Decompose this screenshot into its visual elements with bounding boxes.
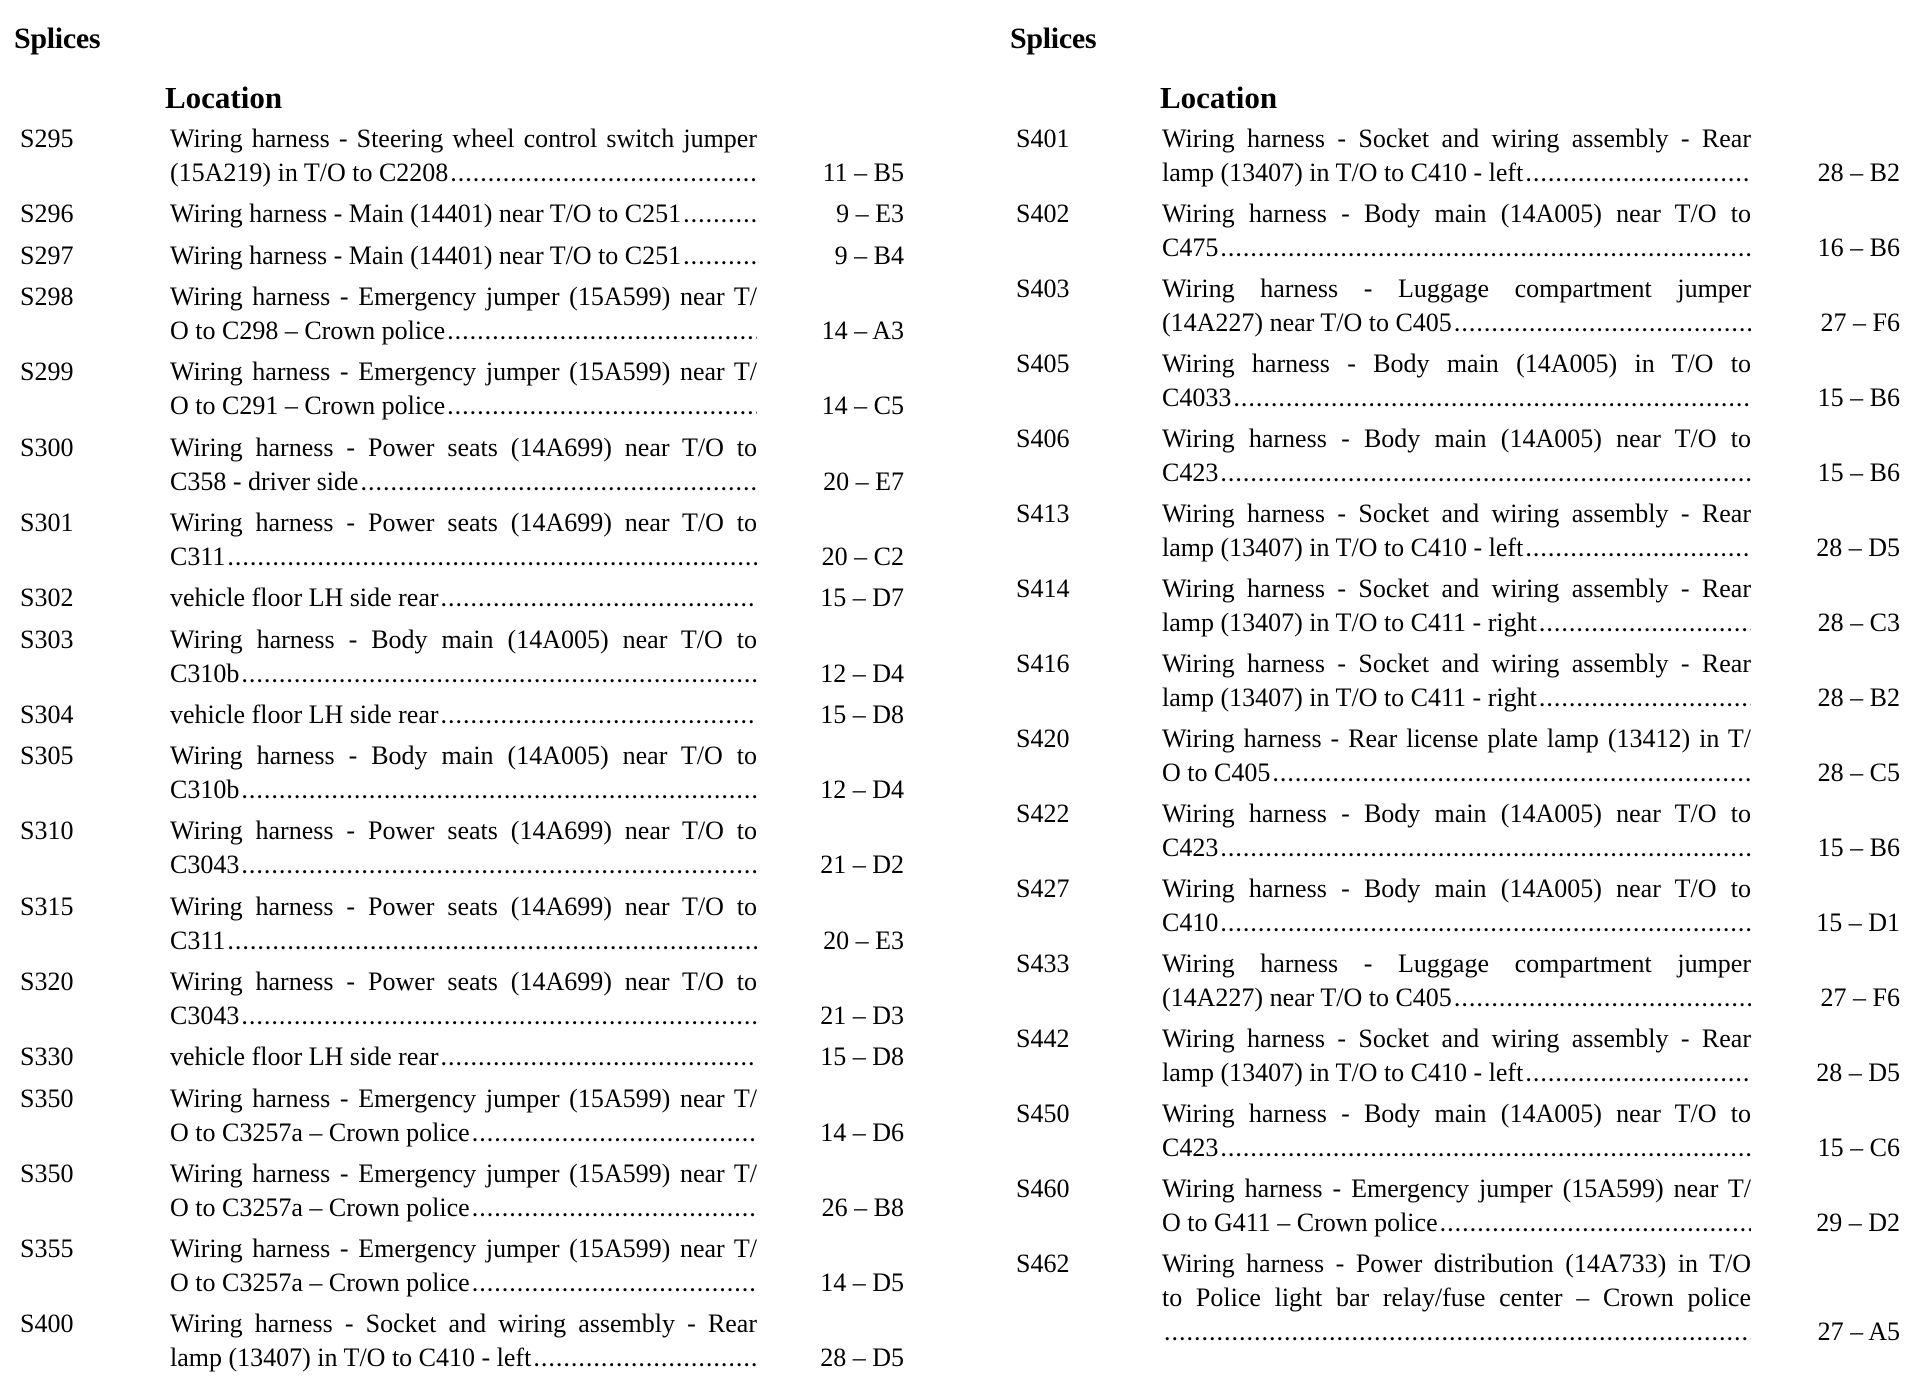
description-last-line bbox=[170, 540, 757, 574]
description-last-line bbox=[170, 465, 757, 499]
description-line: C3043 bbox=[170, 1000, 240, 1030]
dot-leader bbox=[1272, 756, 1751, 790]
dot-leader bbox=[360, 465, 757, 499]
grid-reference: 15 – C6 bbox=[1817, 1133, 1900, 1162]
splice-code: S414 bbox=[1016, 574, 1070, 603]
splice-code: S298 bbox=[20, 282, 74, 312]
splice-code: S350 bbox=[20, 1083, 74, 1113]
description-last-line bbox=[170, 924, 757, 958]
description-line: O to C3257a – Crown police bbox=[170, 1267, 470, 1297]
description-last-line bbox=[1162, 1056, 1751, 1090]
description-last-line bbox=[1162, 231, 1751, 265]
description-last-line bbox=[170, 999, 757, 1033]
dot-leader bbox=[441, 698, 757, 732]
dot-leader bbox=[450, 156, 757, 190]
splice-code: S427 bbox=[1016, 874, 1070, 903]
grid-reference: 20 – E3 bbox=[823, 925, 904, 955]
description-line: Wiring harness - Body main (14A005) in T/O to bbox=[1162, 349, 1751, 378]
grid-reference: 15 – D7 bbox=[820, 583, 904, 612]
grid-reference: 12 – D4 bbox=[820, 658, 904, 688]
grid-reference: 14 – D6 bbox=[820, 1117, 904, 1147]
description-line: Wiring harness - Power seats (14A699) near T/O to bbox=[170, 966, 757, 996]
grid-reference: 29 – D2 bbox=[1816, 1208, 1900, 1237]
grid-reference: 21 – D2 bbox=[820, 850, 904, 880]
splice-code: S355 bbox=[20, 1233, 74, 1263]
splice-code: S303 bbox=[20, 624, 74, 654]
grid-reference: 9 – B4 bbox=[834, 240, 904, 270]
description-line: C310b bbox=[170, 658, 240, 688]
description-line: lamp (13407) in T/O to C411 - right bbox=[1162, 683, 1537, 712]
description-last-line bbox=[1162, 1206, 1751, 1240]
location-description bbox=[170, 1157, 757, 1225]
description-line: (15A219) in T/O to C2208 bbox=[170, 158, 449, 187]
grid-reference: 15 – B6 bbox=[1817, 383, 1900, 412]
description-line: Wiring harness - Power seats (14A699) near T/O to bbox=[170, 432, 757, 462]
splice-code: S320 bbox=[20, 966, 74, 996]
splice-code: S400 bbox=[20, 1309, 74, 1339]
location-description bbox=[170, 623, 757, 691]
grid-reference: 28 – B2 bbox=[1817, 683, 1900, 712]
dot-leader bbox=[1525, 156, 1751, 190]
description-line: Wiring harness - Steering wheel control switch jumper bbox=[170, 124, 757, 153]
location-description bbox=[170, 1232, 757, 1300]
location-description bbox=[1162, 572, 1751, 640]
dot-leader bbox=[1454, 981, 1751, 1015]
location-description bbox=[1162, 422, 1751, 490]
description-line: Wiring harness - Power seats (14A699) near T/O to bbox=[170, 891, 757, 921]
description-last-line bbox=[1162, 1131, 1751, 1165]
description-line: O to C3257a – Crown police bbox=[170, 1117, 470, 1147]
dot-leader bbox=[241, 848, 757, 882]
description-line: C358 - driver side bbox=[170, 466, 359, 496]
description-last-line bbox=[170, 1040, 757, 1074]
description-line: O to C3257a – Crown police bbox=[170, 1192, 470, 1222]
description-line: Wiring harness - Luggage compartment jumper bbox=[1162, 274, 1751, 303]
location-description bbox=[1162, 197, 1751, 265]
description-last-line bbox=[170, 1341, 757, 1375]
grid-reference: 27 – F6 bbox=[1820, 308, 1900, 337]
dot-leader bbox=[227, 540, 757, 574]
location-description bbox=[1162, 647, 1751, 715]
description-line: C4033 bbox=[1162, 383, 1232, 412]
location-description bbox=[1162, 1172, 1751, 1240]
location-description bbox=[1162, 947, 1751, 1015]
dot-leader bbox=[241, 999, 757, 1033]
description-last-line bbox=[170, 389, 757, 423]
grid-reference: 14 – D5 bbox=[820, 1267, 904, 1297]
description-line: Wiring harness - Body main (14A005) near T/O to bbox=[170, 741, 757, 771]
grid-reference: 15 – D1 bbox=[1816, 908, 1900, 937]
description-line: Wiring harness - Socket and wiring assembly - Rear bbox=[1162, 124, 1751, 153]
description-line: Wiring harness - Body main (14A005) near T/O to bbox=[1162, 799, 1751, 828]
location-description bbox=[170, 431, 757, 499]
location-description bbox=[1162, 1247, 1751, 1349]
dot-leader bbox=[1220, 231, 1751, 265]
splice-code: S403 bbox=[1016, 274, 1070, 303]
grid-reference: 28 – D5 bbox=[820, 1343, 904, 1373]
description-line: vehicle floor LH side rear bbox=[170, 1042, 439, 1071]
description-line: vehicle floor LH side rear bbox=[170, 583, 439, 612]
description-line: Wiring harness - Emergency jumper (15A599) near T/ bbox=[170, 1083, 757, 1113]
description-line: (14A227) near T/O to C405 bbox=[1162, 308, 1452, 337]
dot-leader bbox=[472, 1191, 757, 1225]
splice-code: S406 bbox=[1016, 424, 1070, 453]
dot-leader bbox=[1525, 531, 1751, 565]
description-last-line bbox=[170, 581, 757, 615]
description-line: lamp (13407) in T/O to C410 - left bbox=[170, 1343, 532, 1373]
location-description bbox=[170, 1082, 757, 1150]
splice-code: S310 bbox=[20, 816, 74, 846]
description-line: to Police light bar relay/fuse center – Crown police bbox=[1162, 1283, 1751, 1312]
grid-reference: 15 – D8 bbox=[820, 699, 904, 729]
grid-reference: 11 – B5 bbox=[822, 158, 904, 187]
location-description bbox=[170, 581, 757, 615]
grid-reference: 15 – D8 bbox=[820, 1042, 904, 1071]
description-line: Wiring harness - Body main (14A005) near T/O to bbox=[1162, 874, 1751, 903]
dot-leader bbox=[472, 1266, 757, 1300]
grid-reference: 15 – B6 bbox=[1817, 458, 1900, 487]
dot-leader bbox=[441, 1040, 757, 1074]
dot-leader bbox=[227, 924, 757, 958]
splice-code: S301 bbox=[20, 507, 74, 537]
grid-reference: 15 – B6 bbox=[1817, 833, 1900, 862]
description-line: Wiring harness - Socket and wiring assembly - Rear bbox=[170, 1309, 757, 1339]
dot-leader bbox=[447, 389, 757, 423]
description-last-line bbox=[1162, 531, 1751, 565]
description-last-line bbox=[170, 773, 757, 807]
dot-leader bbox=[533, 1341, 757, 1375]
description-line: (14A227) near T/O to C405 bbox=[1162, 983, 1452, 1012]
location-description bbox=[170, 1307, 757, 1375]
dot-leader bbox=[1525, 1056, 1751, 1090]
grid-reference: 27 – F6 bbox=[1820, 983, 1900, 1012]
description-line: C475 bbox=[1162, 233, 1219, 262]
dot-leader bbox=[1220, 831, 1751, 865]
splice-code: S405 bbox=[1016, 349, 1070, 378]
description-line: Wiring harness - Socket and wiring assembly - Rear bbox=[1162, 574, 1751, 603]
grid-reference: 14 – A3 bbox=[821, 316, 904, 346]
dot-leader bbox=[1220, 456, 1751, 490]
description-line: C311 bbox=[170, 925, 226, 955]
dot-leader bbox=[241, 773, 757, 807]
grid-reference: 28 – C3 bbox=[1817, 608, 1900, 637]
splice-code: S296 bbox=[20, 199, 74, 229]
description-line: Wiring harness - Power seats (14A699) near T/O to bbox=[170, 507, 757, 537]
description-line: C423 bbox=[1162, 1133, 1219, 1162]
description-last-line bbox=[1162, 756, 1751, 790]
splice-code: S330 bbox=[20, 1042, 74, 1071]
description-last-line bbox=[1162, 381, 1751, 415]
splice-code: S302 bbox=[20, 583, 74, 612]
location-description bbox=[170, 506, 757, 574]
grid-reference: 26 – B8 bbox=[821, 1192, 904, 1222]
description-last-line bbox=[170, 239, 757, 273]
grid-reference: 28 – D5 bbox=[1816, 1058, 1900, 1087]
description-last-line bbox=[170, 698, 757, 732]
description-line: Wiring harness - Power seats (14A699) near T/O to bbox=[170, 816, 757, 846]
description-line: C3043 bbox=[170, 850, 240, 880]
location-description bbox=[1162, 872, 1751, 940]
description-last-line bbox=[170, 314, 757, 348]
description-line: Wiring harness - Emergency jumper (15A599) near T/ bbox=[170, 357, 757, 387]
splice-code: S433 bbox=[1016, 949, 1070, 978]
description-line: Wiring harness - Emergency jumper (15A599) near T/ bbox=[170, 1233, 757, 1263]
description-last-line bbox=[170, 197, 757, 231]
description-line: Wiring harness - Emergency jumper (15A599) near T/ bbox=[1162, 1174, 1751, 1203]
location-description bbox=[170, 122, 757, 190]
section-title: Splices bbox=[1010, 22, 1097, 55]
location-description bbox=[170, 698, 757, 732]
location-description bbox=[170, 239, 757, 273]
grid-reference: 28 – B2 bbox=[1817, 158, 1900, 187]
description-line: Wiring harness - Socket and wiring assembly - Rear bbox=[1162, 499, 1751, 528]
location-header: Location bbox=[165, 80, 283, 115]
description-line: Wiring harness - Body main (14A005) near T/O to bbox=[1162, 199, 1751, 228]
description-last-line bbox=[1162, 1315, 1751, 1349]
splice-code: S315 bbox=[20, 891, 74, 921]
splice-code: S402 bbox=[1016, 199, 1070, 228]
location-description bbox=[1162, 272, 1751, 340]
description-line: lamp (13407) in T/O to C410 - left bbox=[1162, 158, 1524, 187]
description-line: C310b bbox=[170, 775, 240, 805]
grid-reference: 9 – E3 bbox=[836, 199, 904, 229]
description-line: Wiring harness - Emergency jumper (15A599) near T/ bbox=[170, 1158, 757, 1188]
grid-reference: 28 – D5 bbox=[1816, 533, 1900, 562]
grid-reference: 14 – C5 bbox=[821, 391, 904, 421]
grid-reference: 27 – A5 bbox=[1817, 1317, 1900, 1346]
location-description bbox=[1162, 1097, 1751, 1165]
dot-leader bbox=[1440, 1206, 1751, 1240]
splice-code: S297 bbox=[20, 240, 74, 270]
description-line: Wiring harness - Power distribution (14A733) in T/O bbox=[1162, 1249, 1751, 1278]
section-title: Splices bbox=[14, 22, 101, 55]
splice-code: S420 bbox=[1016, 724, 1070, 753]
description-line: Wiring harness - Body main (14A005) near T/O to bbox=[1162, 424, 1751, 453]
dot-leader bbox=[1220, 906, 1751, 940]
dot-leader bbox=[683, 197, 757, 231]
description-line: Wiring harness - Socket and wiring assembly - Rear bbox=[1162, 1024, 1751, 1053]
description-last-line bbox=[170, 657, 757, 691]
description-line: O to G411 – Crown police bbox=[1162, 1208, 1438, 1237]
grid-reference: 16 – B6 bbox=[1817, 233, 1900, 262]
grid-reference: 28 – C5 bbox=[1817, 758, 1900, 787]
description-line: Wiring harness - Rear license plate lamp (13412) in T/ bbox=[1162, 724, 1751, 753]
grid-reference: 20 – C2 bbox=[821, 541, 904, 571]
splice-code: S350 bbox=[20, 1158, 74, 1188]
splice-code: S401 bbox=[1016, 124, 1070, 153]
dot-leader bbox=[241, 657, 757, 691]
splice-code: S422 bbox=[1016, 799, 1070, 828]
description-line: O to C291 – Crown police bbox=[170, 391, 446, 421]
location-description bbox=[1162, 497, 1751, 565]
splice-code: S299 bbox=[20, 357, 74, 387]
description-line: C311 bbox=[170, 541, 226, 571]
description-last-line bbox=[1162, 306, 1751, 340]
description-last-line bbox=[1162, 981, 1751, 1015]
description-line: Wiring harness - Body main (14A005) near T/O to bbox=[170, 624, 757, 654]
splice-code: S460 bbox=[1016, 1174, 1070, 1203]
dot-leader bbox=[1233, 381, 1751, 415]
splice-code: S442 bbox=[1016, 1024, 1070, 1053]
dot-leader bbox=[472, 1116, 757, 1150]
location-description bbox=[170, 355, 757, 423]
location-description bbox=[170, 739, 757, 807]
dot-leader bbox=[441, 581, 757, 615]
location-description bbox=[170, 965, 757, 1033]
description-line: lamp (13407) in T/O to C410 - left bbox=[1162, 1058, 1524, 1087]
description-line: Wiring harness - Socket and wiring assembly - Rear bbox=[1162, 649, 1751, 678]
location-description bbox=[170, 890, 757, 958]
description-line: C423 bbox=[1162, 458, 1219, 487]
location-header: Location bbox=[1160, 80, 1278, 115]
description-line: Wiring harness - Main (14401) near T/O to C251 bbox=[170, 199, 682, 229]
dot-leader bbox=[447, 314, 757, 348]
description-last-line bbox=[1162, 156, 1751, 190]
splice-code: S450 bbox=[1016, 1099, 1070, 1128]
grid-reference: 20 – E7 bbox=[823, 466, 904, 496]
splice-code: S295 bbox=[20, 124, 74, 153]
splice-code: S304 bbox=[20, 699, 74, 729]
splice-code: S462 bbox=[1016, 1249, 1070, 1278]
splice-code: S305 bbox=[20, 741, 74, 771]
description-line: Wiring harness - Body main (14A005) near T/O to bbox=[1162, 1099, 1751, 1128]
description-last-line bbox=[1162, 906, 1751, 940]
splice-code: S300 bbox=[20, 432, 74, 462]
description-last-line bbox=[1162, 456, 1751, 490]
splice-code: S416 bbox=[1016, 649, 1070, 678]
dot-leader bbox=[1164, 1315, 1751, 1349]
description-last-line bbox=[1162, 831, 1751, 865]
description-last-line bbox=[170, 1266, 757, 1300]
description-line: vehicle floor LH side rear bbox=[170, 699, 439, 729]
description-last-line bbox=[1162, 681, 1751, 715]
location-description bbox=[170, 280, 757, 348]
description-line: Wiring harness - Luggage compartment jumper bbox=[1162, 949, 1751, 978]
location-description bbox=[170, 814, 757, 882]
description-line: Wiring harness - Emergency jumper (15A599) near T/ bbox=[170, 282, 757, 312]
dot-leader bbox=[683, 239, 757, 273]
description-last-line bbox=[170, 156, 757, 190]
description-line: lamp (13407) in T/O to C411 - right bbox=[1162, 608, 1537, 637]
dot-leader bbox=[1220, 1131, 1751, 1165]
dot-leader bbox=[1454, 306, 1751, 340]
description-line: C410 bbox=[1162, 908, 1219, 937]
dot-leader bbox=[1539, 681, 1751, 715]
location-description bbox=[1162, 122, 1751, 190]
grid-reference: 12 – D4 bbox=[820, 775, 904, 805]
description-line: lamp (13407) in T/O to C410 - left bbox=[1162, 533, 1524, 562]
location-description bbox=[1162, 1022, 1751, 1090]
location-description bbox=[170, 1040, 757, 1074]
description-line: O to C405 bbox=[1162, 758, 1271, 787]
splice-code: S413 bbox=[1016, 499, 1070, 528]
description-line: C423 bbox=[1162, 833, 1219, 862]
description-last-line bbox=[170, 1116, 757, 1150]
location-description bbox=[1162, 722, 1751, 790]
location-description bbox=[170, 197, 757, 231]
grid-reference: 21 – D3 bbox=[820, 1000, 904, 1030]
description-last-line bbox=[170, 1191, 757, 1225]
location-description bbox=[1162, 347, 1751, 415]
description-last-line bbox=[170, 848, 757, 882]
description-line: O to C298 – Crown police bbox=[170, 316, 446, 346]
description-last-line bbox=[1162, 606, 1751, 640]
location-description bbox=[1162, 797, 1751, 865]
description-line: Wiring harness - Main (14401) near T/O to C251 bbox=[170, 240, 682, 270]
dot-leader bbox=[1539, 606, 1751, 640]
